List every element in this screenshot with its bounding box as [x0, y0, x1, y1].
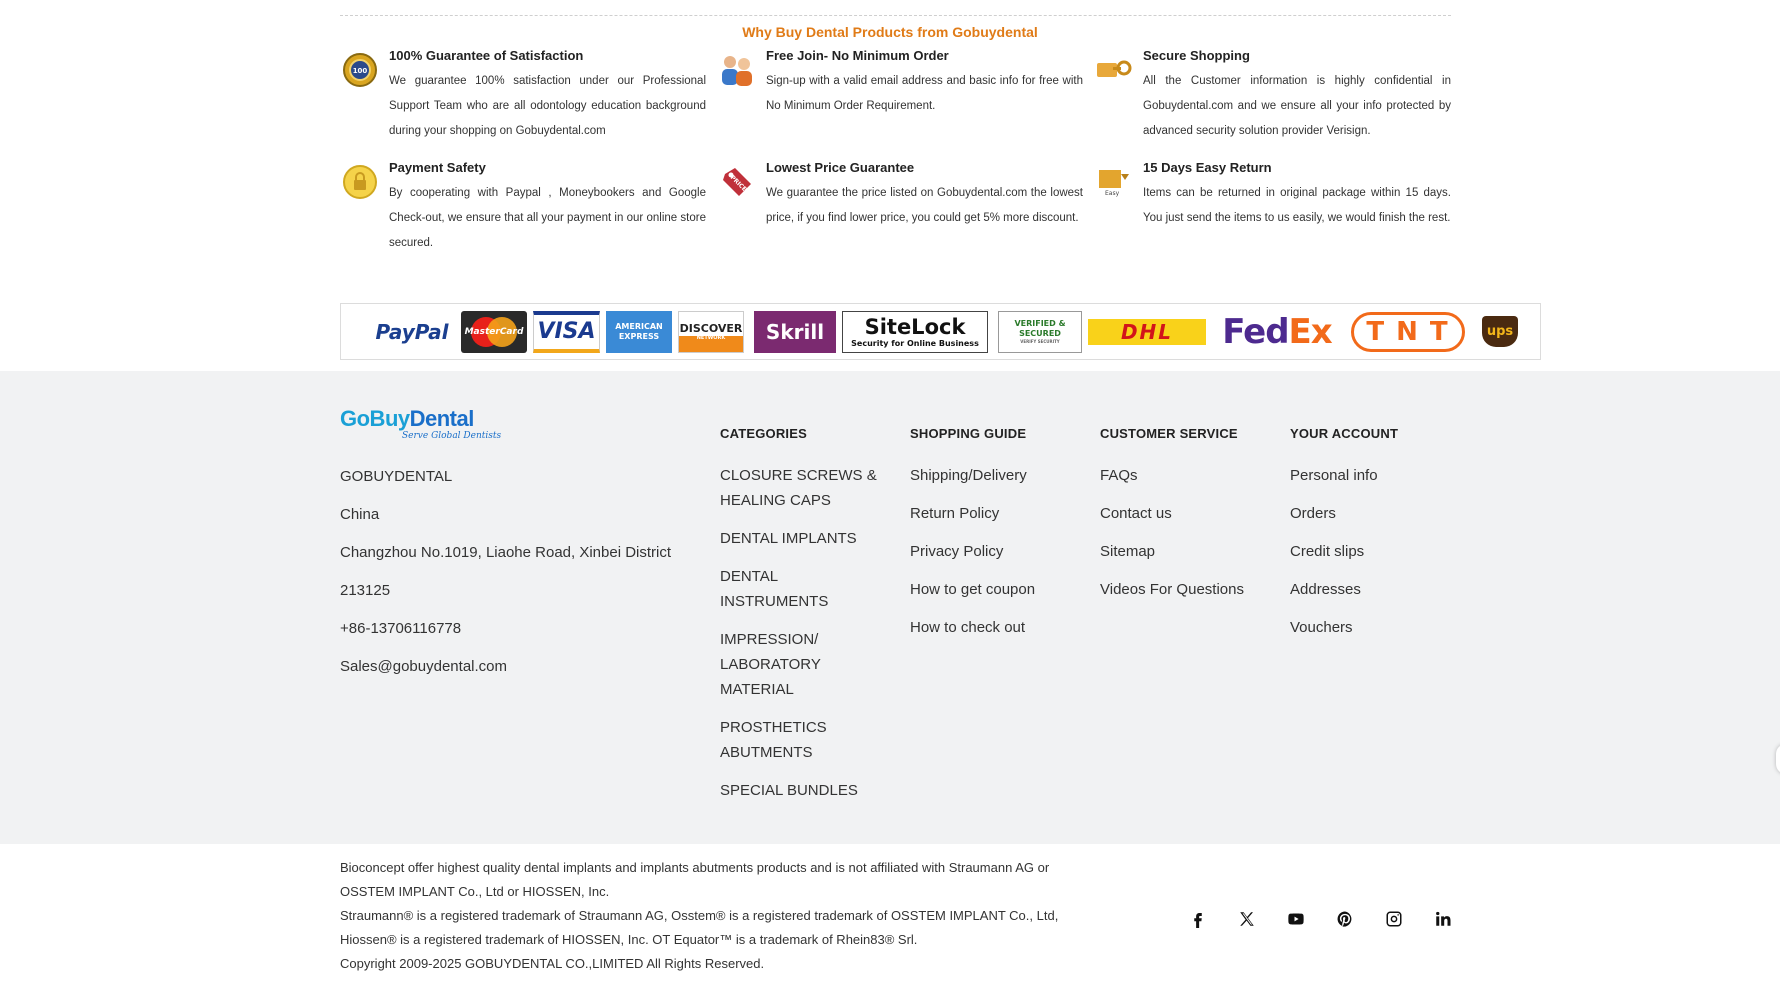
service-link[interactable]: Contact us — [1100, 505, 1172, 522]
why-buy-title: Why Buy Dental Products from Gobuydental — [742, 24, 1038, 40]
feature-text: We guarantee 100% satisfaction under our Professional Support Team who are all odontology education background during your shopping on Gobuydental.com — [389, 75, 706, 137]
column-title: YOUR ACCOUNT — [1290, 426, 1399, 441]
discover-logo: DISCOVER NETWORK — [678, 311, 744, 353]
feature-item — [717, 48, 1094, 144]
postcode: 213125 — [340, 582, 391, 599]
category-link[interactable]: CLOSURE SCREWS & HEALING CAPS — [720, 467, 877, 509]
service-link[interactable]: Videos For Questions — [1100, 581, 1244, 598]
youtube-icon[interactable] — [1283, 906, 1308, 931]
svg-text:PRICE: PRICE — [728, 174, 748, 194]
contact-info — [340, 458, 700, 686]
divider — [340, 15, 1451, 16]
footer-bottom — [0, 844, 1780, 990]
account-link[interactable]: Personal info — [1290, 467, 1378, 484]
account-link[interactable]: Addresses — [1290, 581, 1361, 598]
price-tag-icon — [717, 162, 757, 202]
feature-text: Sign-up with a valid email address and basic info for free with No Minimum Order Requirement. — [766, 75, 1083, 112]
dhl-logo: DHL — [1088, 319, 1206, 345]
pinterest-icon[interactable] — [1332, 906, 1357, 931]
skrill-logo: Skrill — [754, 311, 836, 353]
feature-item — [717, 160, 1094, 256]
padlock-icon — [340, 162, 380, 202]
feature-item — [1094, 48, 1451, 144]
key-icon — [1094, 50, 1134, 90]
country: China — [340, 506, 380, 523]
guarantee-seal-icon — [340, 50, 380, 90]
feature-heading: 15 Days Easy Return — [1143, 160, 1272, 175]
column-title: CUSTOMER SERVICE — [1100, 426, 1238, 441]
legal-notice — [340, 856, 1100, 976]
column-title: SHOPPING GUIDE — [910, 426, 1027, 441]
trademark-text: Straumann® is a registered trademark of Straumann AG, Osstem® is a registered trademark of OSSTEM IMPLANT Co., Ltd, Hiossen® is a registered trademark of HIOSSEN, Inc. OT Equator™ is a trademark of Rhein83® Srl. — [340, 908, 1059, 947]
payment-logos-banner — [340, 303, 1541, 360]
feature-heading: Free Join- No Minimum Order — [766, 48, 949, 63]
guide-link[interactable]: Return Policy — [910, 505, 1000, 522]
column-title: CATEGORIES — [720, 426, 807, 441]
ups-logo: ups — [1482, 311, 1518, 353]
x-twitter-icon[interactable] — [1234, 906, 1259, 931]
copyright-text: Copyright 2009-2025 GOBUYDENTAL CO.,LIMITED All Rights Reserved. — [340, 956, 765, 971]
your-account-column — [1290, 426, 1450, 653]
footer-main — [0, 371, 1780, 844]
street-address: Changzhou No.1019, Liaohe Road, Xinbei District — [340, 544, 672, 561]
feature-heading: Secure Shopping — [1143, 48, 1250, 63]
fedex-logo: Fed Ex — [1222, 311, 1332, 352]
feature-item — [340, 160, 717, 256]
phone-number: +86-13706116778 — [340, 620, 462, 637]
feature-text: By cooperating with Paypal , Moneybookers and Google Check-out, we ensure that all your payment in our online store secured. — [389, 187, 706, 249]
guide-link[interactable]: How to check out — [910, 619, 1026, 636]
category-link[interactable]: PROSTHETICS ABUTMENTS — [720, 719, 827, 761]
social-links — [1185, 906, 1455, 931]
visa-logo: VISA — [533, 311, 600, 353]
category-link[interactable]: DENTAL IMPLANTS — [720, 530, 857, 547]
paypal-logo: PayPal — [375, 319, 449, 344]
instagram-icon[interactable] — [1381, 906, 1406, 931]
account-link[interactable]: Orders — [1290, 505, 1336, 522]
verified-secured-logo: VERIFIED & SECURED VERIFY SECURITY — [998, 311, 1082, 353]
feature-item — [1094, 160, 1451, 256]
gobuydental-logo[interactable]: GoBuyDental Serve Global Dentists — [340, 406, 502, 441]
feature-grid — [340, 48, 1451, 256]
category-link[interactable]: DENTAL INSTRUMENTS — [720, 568, 829, 610]
facebook-icon[interactable] — [1185, 906, 1210, 931]
tnt-logo: TNT — [1348, 311, 1468, 353]
people-icon — [717, 50, 757, 90]
customer-service-column — [1100, 426, 1275, 615]
guide-link[interactable]: Privacy Policy — [910, 543, 1004, 560]
feature-item — [340, 48, 717, 144]
guide-link[interactable]: Shipping/Delivery — [910, 467, 1027, 484]
brand-column — [340, 407, 700, 686]
feature-text: All the Customer information is highly confidential in Gobuydental.com and we ensure all your info protected by advanced security solution provider Verisign. — [1143, 75, 1451, 137]
linkedin-icon[interactable] — [1430, 906, 1455, 931]
amex-logo: AMERICAN EXPRESS — [606, 311, 672, 353]
guide-link[interactable]: How to get coupon — [910, 581, 1036, 598]
feature-heading: Lowest Price Guarantee — [766, 160, 915, 175]
categories-column — [720, 426, 885, 816]
easy-returns-icon — [1094, 162, 1134, 202]
category-link[interactable]: SPECIAL BUNDLES — [720, 782, 858, 799]
feature-text: Items can be returned in original package within 15 days. You just send the items to us easily, we would finish the rest. — [1143, 187, 1451, 224]
svg-text:Easy: Easy — [1105, 190, 1120, 197]
feature-heading: Payment Safety — [389, 160, 486, 175]
why-buy-section — [0, 0, 1780, 370]
shopping-guide-column — [910, 426, 1075, 653]
category-link[interactable]: IMPRESSION/ LABORATORY MATERIAL — [720, 631, 821, 698]
company-name: GOBUYDENTAL — [340, 468, 453, 485]
account-link[interactable]: Credit slips — [1290, 543, 1365, 560]
svg-text:100: 100 — [352, 67, 368, 75]
email-address: Sales@gobuydental.com — [340, 658, 507, 675]
feature-heading: 100% Guarantee of Satisfaction — [389, 48, 584, 63]
service-link[interactable]: Sitemap — [1100, 543, 1156, 560]
mastercard-logo: MasterCard — [461, 311, 527, 353]
sitelock-logo: SiteLock Security for Online Business — [842, 311, 988, 353]
service-link[interactable]: FAQs — [1100, 467, 1138, 484]
account-link[interactable]: Vouchers — [1290, 619, 1353, 636]
feature-text: We guarantee the price listed on Gobuydental.com the lowest price, if you find lower price, you could get 5% more discount. — [766, 187, 1083, 224]
disclaimer-text: Bioconcept offer highest quality dental implants and implants abutments products and is not affiliated with Straumann AG or OSSTEM IMPLANT Co., Ltd or HIOSSEN, Inc. — [340, 860, 1050, 899]
